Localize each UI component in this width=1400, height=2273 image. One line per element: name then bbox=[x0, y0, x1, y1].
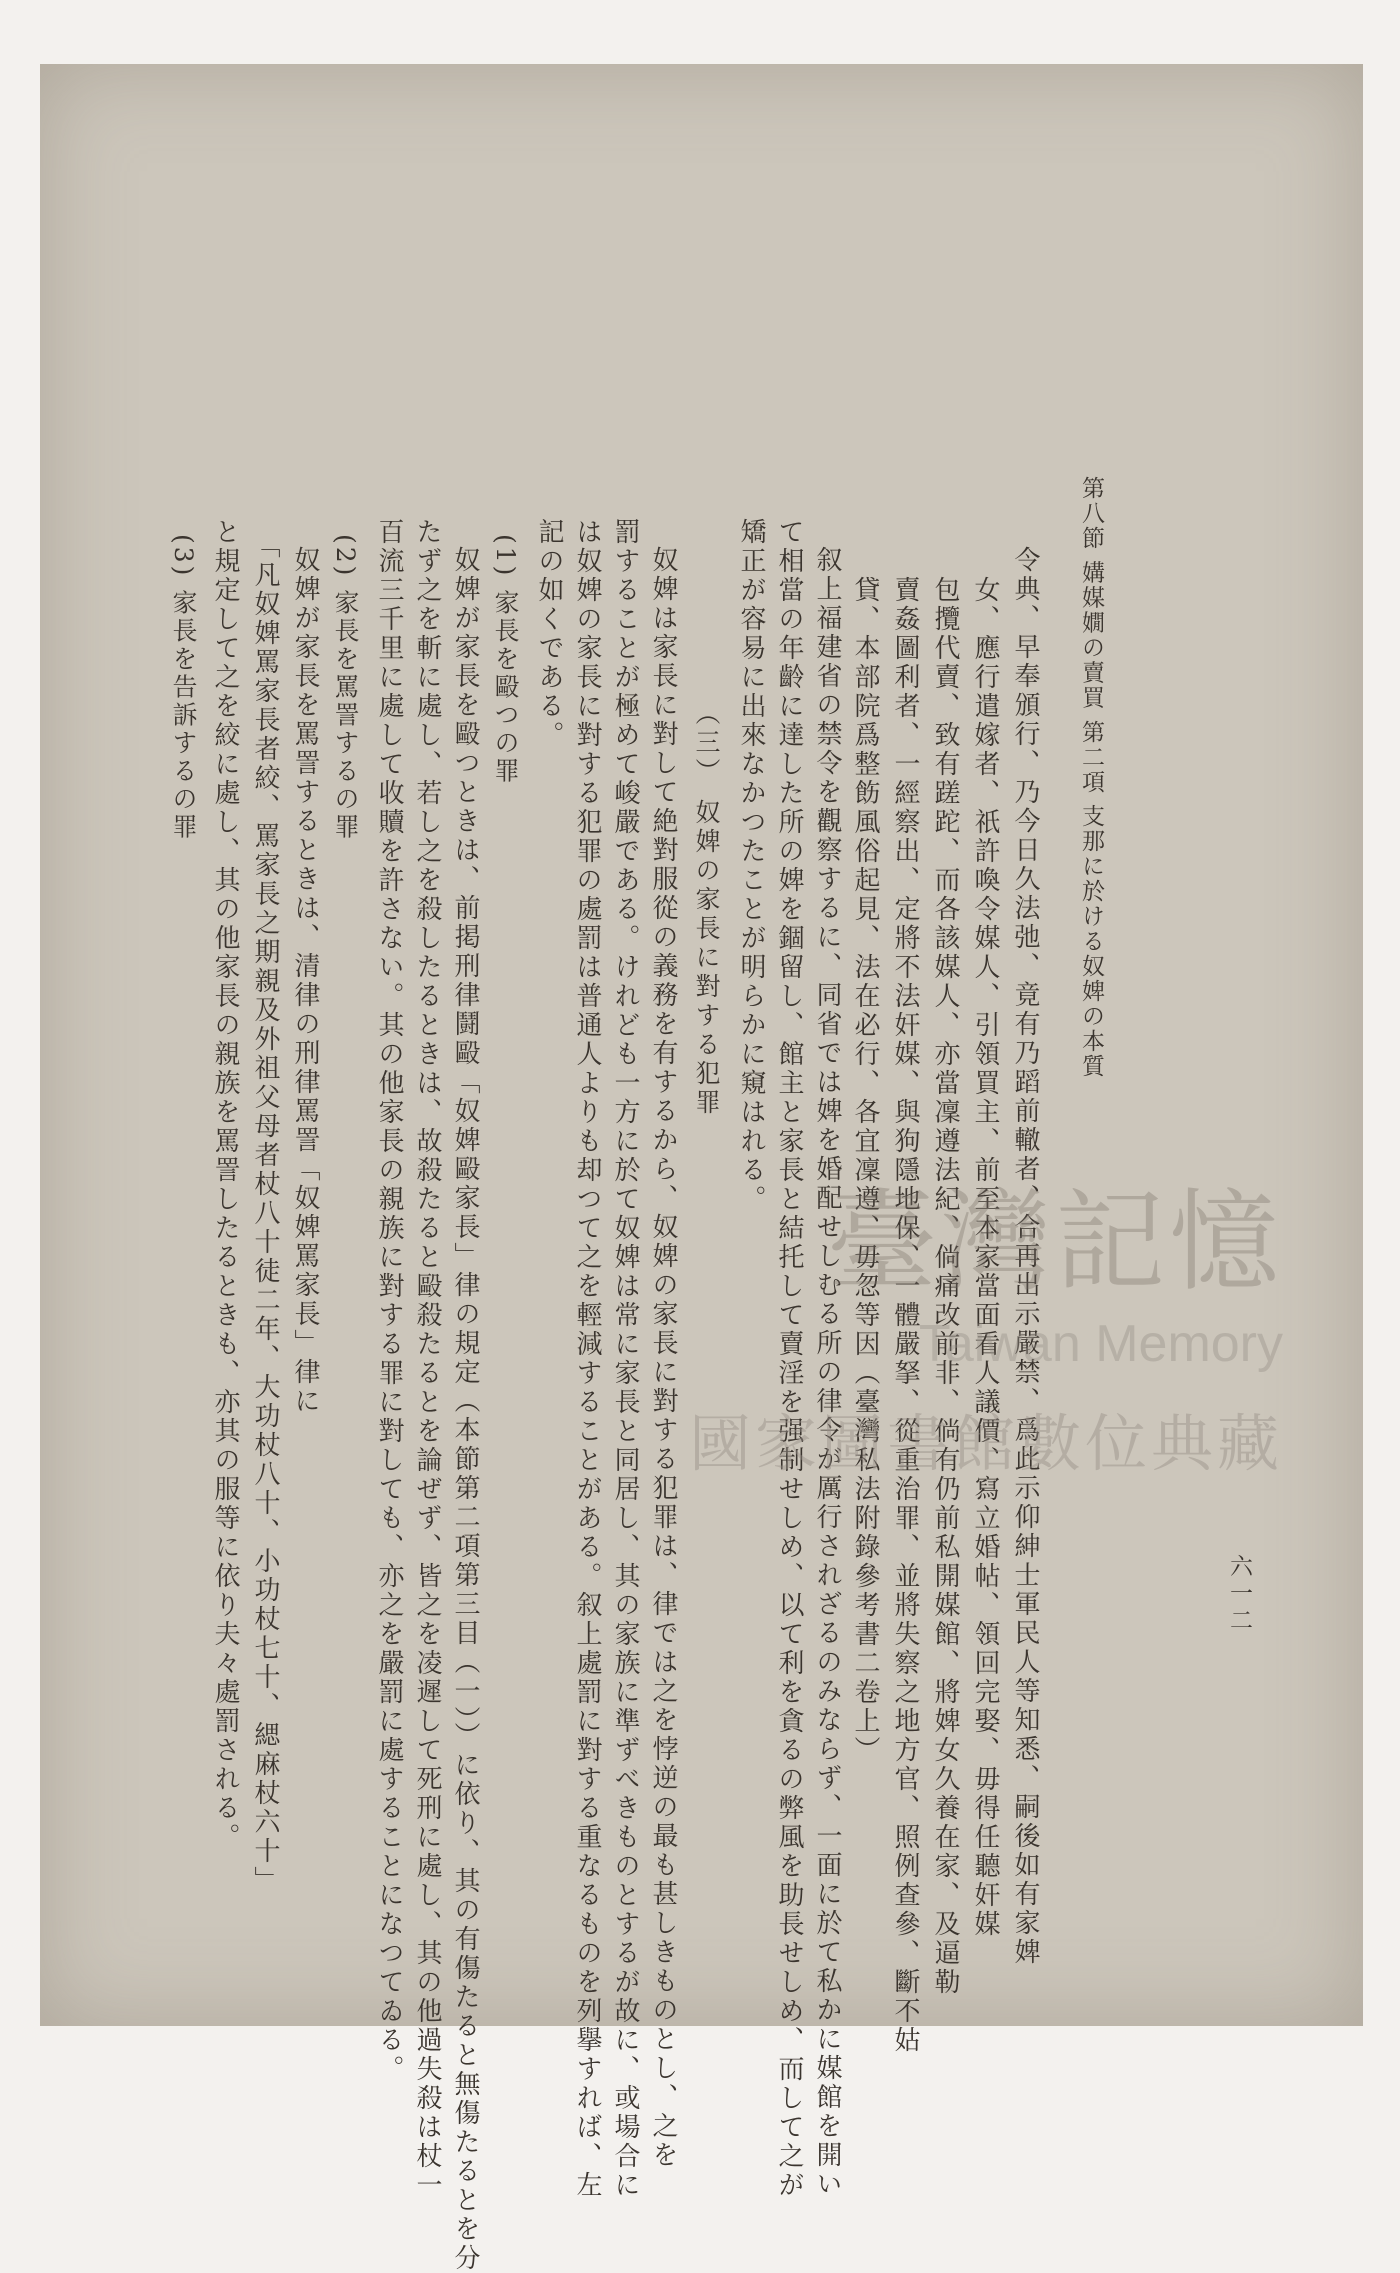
text-column: 賣姦圖利者、一經察出、定將不法奸媒、與狗隱地保、一體嚴拏、從重治罪、並將失察之地方官、照例查參、斷不姑 bbox=[890, 576, 920, 2055]
subsection-title: (3) 家長を告訴するの罪 bbox=[169, 534, 198, 842]
running-header: 第八節 媾媒嫺の賣買 第二項 支那に於ける奴婢の本質 bbox=[1078, 476, 1104, 1079]
watermark-english: Taiwan Memory bbox=[918, 1315, 1283, 1373]
text-column: 女、應行遣嫁者、祇許喚令媒人、引領買主、前至本家當面看人議價、寫立婚帖、領回完娶、毋得任聽奸媒 bbox=[970, 576, 1000, 1939]
watermark-seal-text: 臺灣記憶 bbox=[827, 1178, 1283, 1306]
text-column: 令典、早奉頒行、乃今日久法弛、竟有乃蹈前轍者、合再出示嚴禁、爲此示仰紳士軍民人等知悉、嗣後如有家婢 bbox=[1010, 546, 1040, 1967]
text-column: 奴婢が家長を罵詈するときは、清律の刑律罵詈「奴婢罵家長」律に bbox=[290, 546, 320, 1416]
subsection-title: (2) 家長を罵詈するの罪 bbox=[331, 534, 360, 842]
text-column: て相當の年齡に達した所の婢を錮留し、館主と家長と結托して賣淫を强制せしめ、以て利を貪るの弊風を助長せしめ、而して之が bbox=[774, 518, 804, 2200]
text-column: 貸、本部院爲整飭風俗起見、法在必行、各宜凜遵、毋忽等因（臺灣私法附錄參考書二卷上） bbox=[850, 576, 880, 1765]
page-number: 六一二 bbox=[1226, 1554, 1252, 1635]
text-column: 「凡奴婢罵家長者絞、罵家長之期親及外祖父母者杖八十徒二年、大功杖八十、小功杖七十、緦麻杖六十」 bbox=[250, 532, 280, 1895]
section-title: （三） 奴婢の家長に對する犯罪 bbox=[692, 700, 721, 1118]
text-column: 包攬代賣、致有蹉跎、而各該媒人、亦當凜遵法紀、倘痛改前非、倘有仍前私開媒館、將婢女久養在家、及逼勒 bbox=[930, 576, 960, 1997]
text-column: 矯正が容易に出來なかつたことが明らかに窺はれる。 bbox=[736, 518, 766, 1214]
text-column: 記の如くである。 bbox=[534, 518, 564, 750]
text-column: 百流三千里に處して收贖を許さない。其の他家長の親族に對する罪に對しても、亦之を嚴罰に處することになつてゐる。 bbox=[374, 518, 404, 2084]
text-column: と規定して之を絞に處し、其の他家長の親族を罵詈したるときも、亦其の服等に依り夫々處罰される。 bbox=[210, 518, 240, 1852]
text-column: たず之を斬に處し、若し之を殺したるときは、故殺たると毆殺たるとを論ぜず、皆之を凌遲して死刑に處し、其の他過失殺は杖一 bbox=[412, 518, 442, 2200]
scanned-page bbox=[40, 64, 1363, 2273]
text-column: 罰することが極めて峻嚴である。けれども一方に於て奴婢は常に家長と同居し、其の家族に準ずべきものとするが故に、或場合に bbox=[610, 518, 640, 2200]
text-column: 叙上福建省の禁令を觀察するに、同省では婢を婚配せしむる所の律令が厲行されざるのみならず、一面に於て私かに媒館を開い bbox=[812, 546, 842, 2199]
text-column: 奴婢は家長に對して絶對服從の義務を有するから、奴婢の家長に對する犯罪は、律では之を悖逆の最も甚しきものとし、之を bbox=[648, 546, 678, 2170]
subsection-title: (1) 家長を毆つの罪 bbox=[491, 534, 520, 786]
text-column: は奴婢の家長に對する犯罪の處罰は普通人よりも却つて之を輕減することがある。叙上處罰に對する重なるものを列擧すれば、左 bbox=[572, 518, 602, 2200]
watermark-library: 國家圖書館數位典藏 bbox=[688, 1410, 1283, 1479]
text-column: 奴婢が家長を毆つときは、前掲刑律鬪毆「奴婢毆家長」律の規定（本節第二項第三目（一））に依り、其の有傷たると無傷たるとを分 bbox=[450, 546, 480, 2273]
